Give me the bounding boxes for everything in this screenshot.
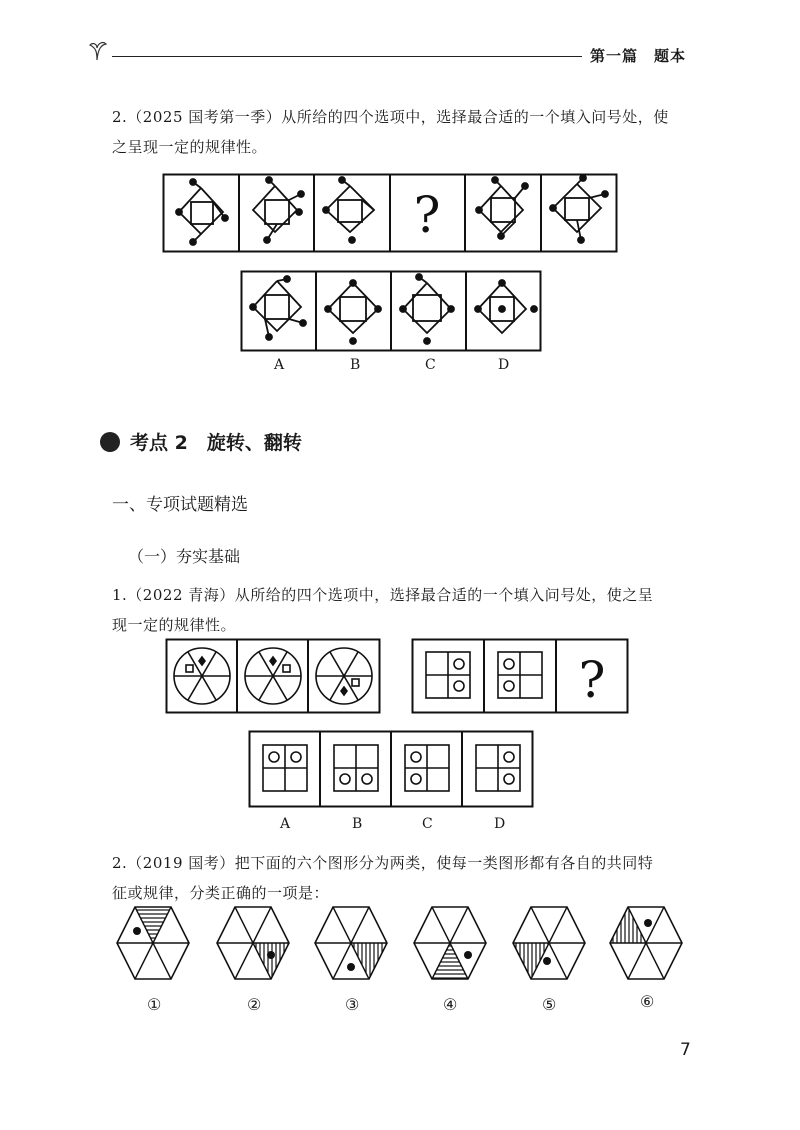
q2022-square-2 — [498, 652, 542, 698]
q2025-question-mark: ? — [413, 186, 441, 244]
q2019-hexagon-figures — [115, 905, 690, 985]
q2022-question-mark: ? — [578, 651, 606, 709]
q2025-line1: 2.（2025 国考第一季）从所给的四个选项中，选择最合适的一个填入问号处，使 — [112, 108, 669, 126]
q2019-label-5: ⑤ — [542, 995, 557, 1014]
q2022-square-figures — [412, 639, 628, 713]
q2019-hexagon-3 — [315, 907, 387, 979]
q2019-label-2: ② — [247, 995, 262, 1014]
q2022-circle-2 — [245, 648, 301, 704]
q2025-line2: 之呈现一定的规律性。 — [112, 138, 268, 156]
q2025-question-figures — [163, 174, 617, 252]
q2022-square-1 — [426, 652, 470, 698]
q2022-option-c-label: C — [422, 816, 433, 832]
q2025-option-figures — [241, 271, 541, 351]
q2022-option-d-label: D — [494, 816, 506, 832]
q2025-figure-2 — [253, 177, 304, 243]
q2025-figure-6 — [550, 175, 608, 243]
q2025-option-c-label: C — [425, 357, 436, 373]
header-title: 第一篇 题本 — [590, 47, 687, 65]
header-rule — [112, 56, 582, 57]
q2022-option-figures — [249, 731, 533, 807]
q2025-option-d-label: D — [498, 357, 510, 373]
q2022-line2: 现一定的规律性。 — [112, 616, 237, 634]
q2019-label-6: ⑥ — [640, 992, 655, 1011]
q2025-option-a-label: A — [274, 357, 285, 373]
q2025-figure-5 — [476, 177, 528, 239]
point-badge-icon — [100, 432, 120, 452]
q2022-circle-3 — [316, 648, 372, 704]
q2025-option-b-label: B — [350, 357, 361, 373]
q2022-option-a-label: A — [280, 816, 291, 832]
q2025-option-d-figure — [475, 280, 537, 333]
q2019-hexagon-4 — [414, 907, 486, 979]
q2019-line1: 2.（2019 国考）把下面的六个图形分为两类，使每一类图形都有各自的共同特 — [112, 854, 654, 872]
q2022-option-a-figure — [263, 745, 307, 791]
q2019-hexagon-1 — [117, 907, 189, 979]
page-number: 7 — [680, 1040, 691, 1060]
q2019-text — [112, 848, 692, 908]
sprout-icon — [84, 36, 110, 62]
q2025-option-a-figure — [250, 276, 306, 340]
q2022-option-b-label: B — [352, 816, 363, 832]
q2022-circle-figures — [166, 639, 380, 713]
q2025-figure-3 — [323, 177, 374, 243]
q2025-text — [112, 102, 692, 162]
q2019-line2: 征或规律，分类正确的一项是： — [112, 884, 330, 902]
q2019-hexagon-6 — [610, 907, 682, 979]
section1-title: 一、专项试题精选 — [112, 495, 248, 515]
q2022-option-c-figure — [405, 745, 449, 791]
q2019-hexagon-5 — [513, 907, 585, 979]
q2019-label-1: ① — [147, 995, 162, 1014]
point2-title: 考点 2 旋转、翻转 — [130, 432, 302, 454]
q2019-label-4: ④ — [443, 995, 458, 1014]
q2022-option-b-figure — [334, 745, 378, 791]
q2022-line1: 1.（2022 青海）从所给的四个选项中，选择最合适的一个填入问号处，使之呈 — [112, 586, 654, 604]
q2025-figure-1 — [176, 179, 228, 245]
q2022-text — [112, 580, 692, 640]
point2-heading — [100, 428, 302, 455]
q2019-hexagon-2 — [217, 907, 289, 979]
q2025-option-b-figure — [325, 280, 381, 344]
q2019-label-3: ③ — [345, 995, 360, 1014]
q2022-circle-1 — [174, 648, 230, 704]
subsection1-title: （一）夯实基础 — [128, 547, 241, 566]
q2025-option-c-figure — [400, 274, 454, 344]
q2022-option-d-figure — [476, 745, 520, 791]
